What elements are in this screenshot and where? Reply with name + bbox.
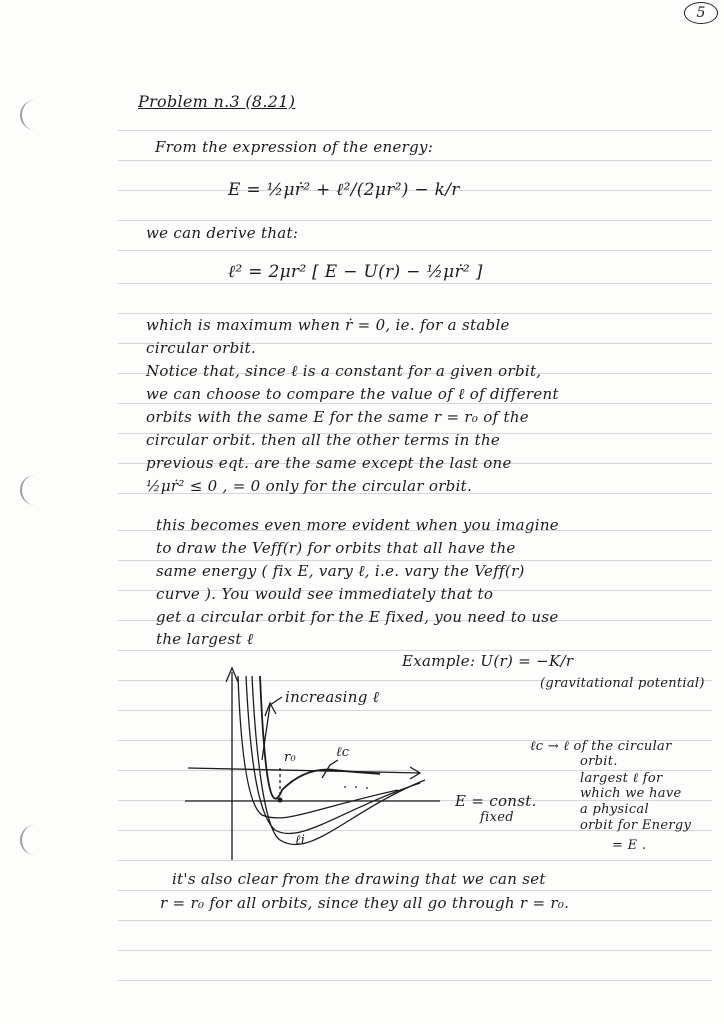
page-number: 5 <box>684 2 718 24</box>
intro-line: From the expression of the energy: <box>155 138 434 156</box>
li-label: ℓi <box>295 833 306 848</box>
r0-point <box>278 798 283 803</box>
para1-line: we can choose to compare the value of ℓ of different <box>146 385 559 403</box>
lc-note-line: ℓc → ℓ of the circular <box>530 739 672 754</box>
lc-note-line: largest ℓ for <box>580 771 663 786</box>
lc-note-line: orbit. <box>580 754 618 769</box>
para1-line: which is maximum when ṙ = 0, ie. for a stable <box>146 316 510 334</box>
energy-equation: E = ½μṙ² + ℓ²/(2μr²) − k/r <box>228 180 460 200</box>
para2-line: same energy ( fix E, vary ℓ, i.e. vary the Veff(r) <box>156 562 525 580</box>
para1-line: orbits with the same E for the same r = r₀ of the <box>146 408 529 426</box>
para1-line: previous eqt. are the same except the last one <box>146 454 512 472</box>
example-note: (gravitational potential) <box>540 676 705 691</box>
increasing-l-label: increasing ℓ <box>285 688 380 706</box>
para1-line: ½μṙ² ≤ 0 , = 0 only for the circular orbit. <box>146 477 473 495</box>
para1-line: Notice that, since ℓ is a constant for a given orbit, <box>146 362 542 380</box>
para2-line: get a circular orbit for the E fixed, you need to use <box>156 608 559 626</box>
conclusion-line: r = r₀ for all orbits, since they all go through r = r₀. <box>160 894 570 912</box>
problem-title: Problem n.3 (8.21) <box>138 92 296 111</box>
para2-line: the largest ℓ <box>156 630 254 648</box>
energy-label: fixed <box>480 810 514 825</box>
para1-line: circular orbit. <box>146 339 257 357</box>
lc-note-line: which we have <box>580 786 682 801</box>
lc-label: ℓc <box>336 745 350 760</box>
para2-line: this becomes even more evident when you imagine <box>156 516 559 534</box>
lc-note-line: = E . <box>612 838 647 853</box>
r0-label: r₀ <box>284 750 297 765</box>
para2-line: curve ). You would see immediately that to <box>156 585 494 603</box>
conclusion-line: it's also clear from the drawing that we can set <box>172 870 546 888</box>
angular-momentum-equation: ℓ² = 2μr² [ E − U(r) − ½μṙ² ] <box>228 262 483 282</box>
lc-note-line: a physical <box>580 802 649 817</box>
example-line: Example: U(r) = −K/r <box>402 652 574 670</box>
energy-line <box>188 768 420 773</box>
lc-note-line: orbit for Energy <box>580 818 692 833</box>
energy-label: E = const. <box>455 792 537 810</box>
para1-line: circular orbit. then all the other terms in the <box>146 431 501 449</box>
derive-line: we can derive that: <box>146 224 299 242</box>
para2-line: to draw the Veff(r) for orbits that all have the <box>156 539 516 557</box>
